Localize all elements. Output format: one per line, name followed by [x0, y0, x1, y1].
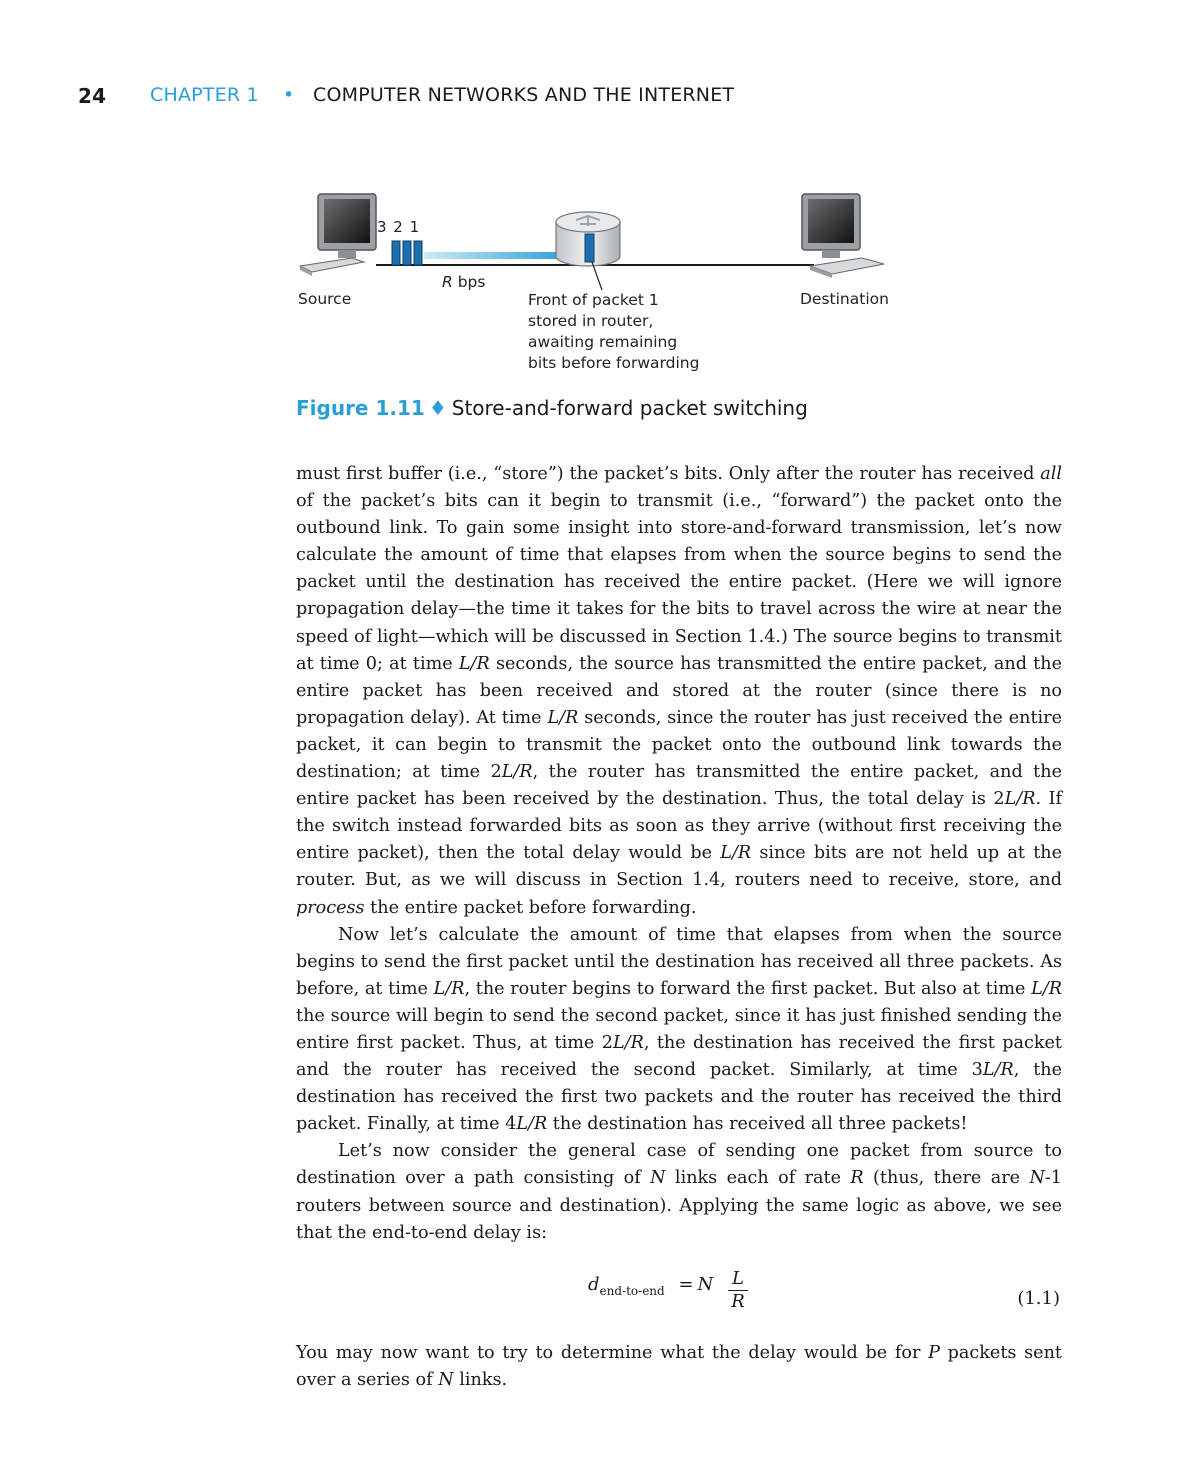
italic-term: N	[1029, 1168, 1045, 1189]
italic-term: L/R	[1004, 789, 1036, 810]
link-rate-variable: R	[442, 273, 453, 291]
fraction-denominator: R	[731, 1291, 745, 1312]
link-rate-label	[442, 273, 485, 291]
equation-lhs: d	[588, 1274, 600, 1295]
equation-coefficient: N	[697, 1274, 714, 1295]
paragraph: Now let’s calculate the amount of time that elapses from when the source begins to send the first packet until the destination has received all three packets. As before, at time L/R, the router begins to forward the first packet. But also at time L/R the source will begin to send the second packet, since it has just finished sending the entire first packet. Thus, at time 2L/R, the destination has received the first packet and the router has received the second packet. Similarly, at time 3L/R, the destination has received the first two packets and the router has received the third packet. Finally, at time 4L/R the destination has received all three packets!	[296, 924, 1063, 1135]
figure-label: Figure 1.11	[296, 396, 425, 420]
italic-term: R	[850, 1168, 864, 1189]
fraction-numerator: L	[728, 1268, 748, 1291]
paragraph: must first buffer (i.e., “store”) the packet’s bits. Only after the router has received all of the packet’s bits can it begin to transmit (i.e., “forward”) the packet onto the outbound link. To gain some insight into store-and-forward transmission, let’s now calculate the amount of time that elapses from when the source begins to send the packet until the destination has received the entire packet. (Here we will ignore propagation delay—the time it takes for the bits to travel across the wire at near the speed of light—which will be discussed in Section 1.4.) The source begins to transmit at time 0; at time L/R seconds, the source has transmitted the entire packet, and the entire packet has been received and stored at the router (since there is no propagation delay). At time L/R seconds, since the router has just received the entire packet, it can begin to transmit the packet onto the outbound link towards the destination; at time 2L/R, the router has transmitted the entire packet, and the entire packet has been received by the destination. Thus, the total delay is 2L/R. If the switch instead forwarded bits as soon as they arrive (without first receiving the entire packet), then the total delay would be L/R since bits are not held up at the router. But, as we will discuss in Section 1.4, routers need to receive, store, and process the entire packet before forwarding.	[296, 464, 1063, 918]
italic-term: N	[650, 1168, 666, 1189]
closing-text	[296, 1340, 1062, 1394]
italic-term: process	[296, 897, 365, 918]
link-rate-unit: bps	[452, 273, 486, 291]
figure-caption	[296, 396, 808, 420]
chapter-title: COMPUTER NETWORKS AND THE INTERNET	[313, 84, 735, 106]
source-computer-icon	[300, 194, 376, 276]
router-note-line: awaiting remaining	[528, 333, 678, 351]
chapter-label: CHAPTER 1	[150, 84, 259, 106]
body-text	[296, 461, 1062, 1247]
destination-label: Destination	[800, 290, 889, 308]
router-icon	[556, 212, 620, 290]
equation-body	[588, 1268, 745, 1312]
italic-term: L/R	[516, 1114, 548, 1135]
source-label: Source	[298, 290, 352, 308]
equation-subscript: end-to-end	[599, 1284, 665, 1298]
store-and-forward-figure	[290, 186, 910, 386]
paragraph: You may now want to try to determine what the delay would be for P packets sent over a series of N links.	[296, 1343, 1062, 1391]
caption-text: Store-and-forward packet switching	[451, 396, 808, 420]
destination-computer-icon	[802, 194, 884, 278]
equation-number: (1.1)	[1017, 1288, 1060, 1309]
italic-term: L/R	[982, 1060, 1014, 1081]
italic-term: N	[438, 1370, 454, 1391]
router-note-line: Front of packet 1	[528, 291, 659, 309]
italic-term: all	[1040, 464, 1062, 484]
italic-term: L/R	[1031, 978, 1062, 999]
italic-term: L/R	[458, 653, 490, 674]
router-note-line: bits before forwarding	[528, 354, 700, 372]
router-note	[528, 290, 699, 374]
caption-separator: ♦	[428, 396, 447, 420]
italic-term: L/R	[433, 978, 465, 999]
page-number: 24	[78, 84, 107, 108]
equation-fraction	[728, 1268, 748, 1313]
router-note-line: stored in router,	[528, 312, 654, 330]
paragraph: Let’s now consider the general case of sending one packet from source to destination over a path consisting of N links each of rate R (thus, there are N-1 routers between source and destination). Applying the same logic as above, we see that the end-to-end delay is:	[296, 1141, 1062, 1243]
packet-numbers: 3 2 1	[377, 218, 421, 236]
italic-term: L/R	[720, 843, 752, 864]
italic-term: L/R	[547, 707, 579, 728]
running-header	[78, 84, 1078, 112]
italic-term: L/R	[501, 762, 533, 783]
equation-1-1	[296, 1268, 1062, 1324]
equation-equals: =	[678, 1274, 694, 1295]
italic-term: L/R	[612, 1032, 644, 1053]
header-bullet: •	[283, 84, 295, 106]
italic-term: P	[928, 1343, 940, 1363]
packets-icon	[392, 241, 422, 265]
